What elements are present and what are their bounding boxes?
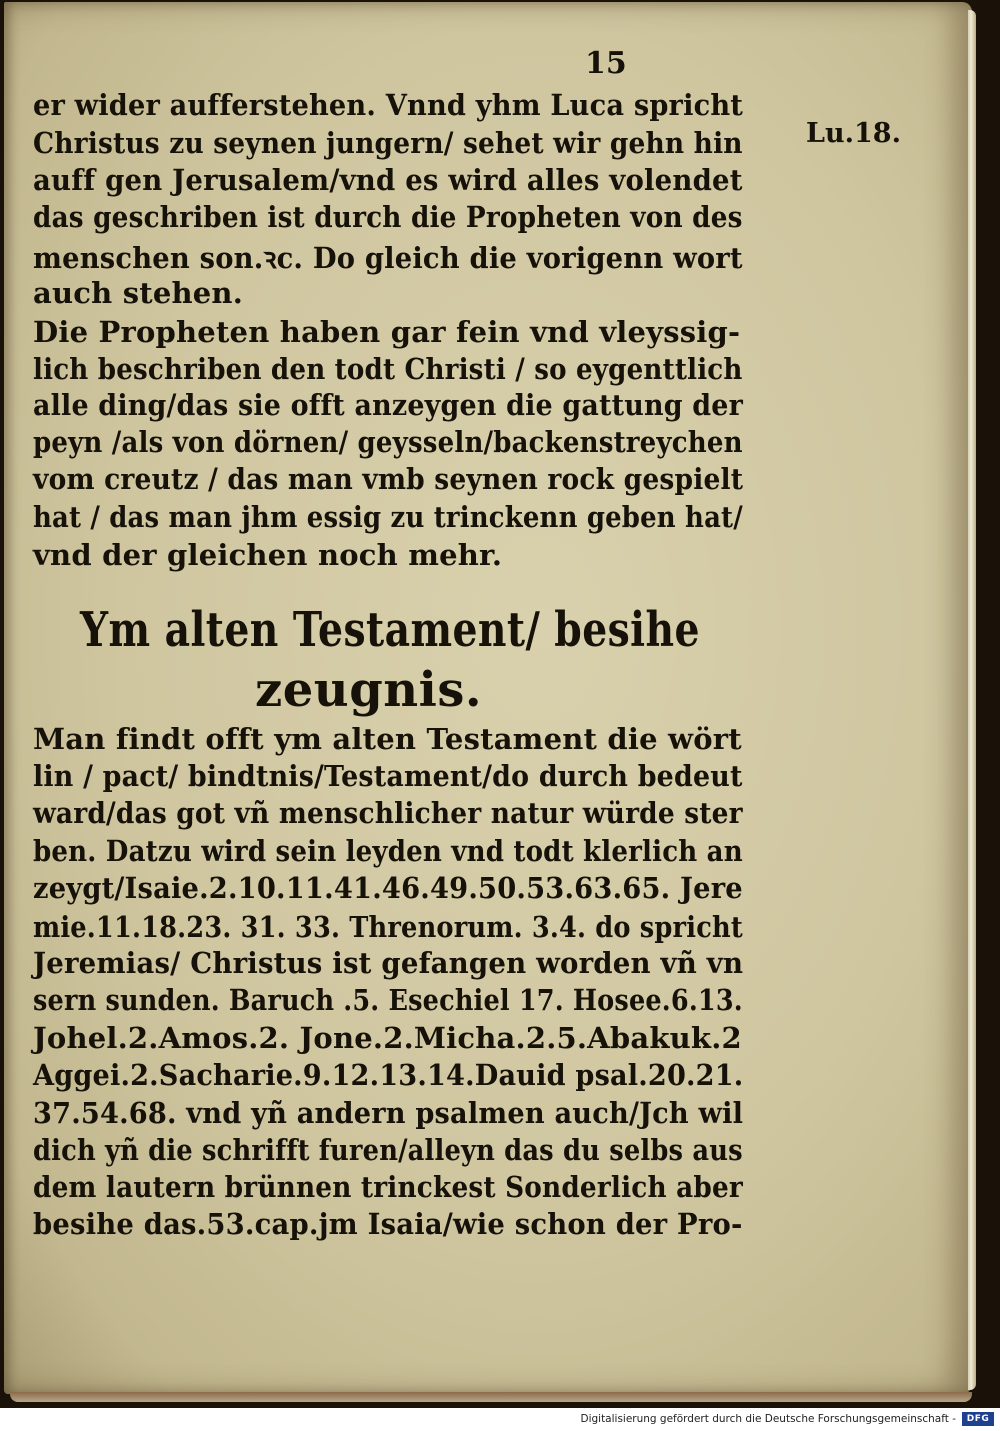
page-bottom-edge [10,1392,972,1402]
marginal-note: Lu.18. [806,118,901,149]
text-line: sern sunden. Baruch .5. Esechiel 17. Hosee.6.13. [33,983,743,1017]
text-line: lin / pact/ bindtnis/Testament/do durch bedeut [33,759,743,793]
text-line: Jeremias/ Christus ist gefangen worden vñ vn [33,946,744,980]
text-line: zeygt/Isaie.2.10.11.41.46.49.50.53.63.65. Jere [33,871,743,905]
section-heading-line: Ym alten Testament/ besihe [80,602,700,658]
text-line: er wider aufferstehen. Vnnd yhm Luca spricht [33,88,744,122]
text-line: besihe das.53.cap.jm Isaia/wie schon der Pro- [33,1207,743,1241]
text-line: ben. Datzu wird sein leyden vnd todt klerlich an [33,834,743,868]
text-line: ward/das got vñ menschlicher natur würde ster [33,796,743,830]
text-line: lich beschriben den todt Christi / so eygenttlich [33,352,743,386]
text-line: menschen son.ꝛc. Do gleich die vorigenn wort [33,241,743,275]
text-line: das geschriben ist durch die Propheten von des [33,200,743,234]
text-line: alle ding/das sie offt anzeygen die gattung der [33,388,743,422]
text-line: hat / das man jhm essig zu trinckenn geben hat/ [33,500,743,534]
text-line: vom creutz / das man vmb seynen rock gespielt [33,462,744,496]
footer-bar [0,1408,1000,1431]
text-line: 37.54.68. vnd yñ andern psalmen auch/Jch wil [33,1096,744,1130]
page-number: 15 [585,46,627,81]
text-line: mie.11.18.23. 31. 33. Threnorum. 3.4. do spricht [33,910,743,944]
text-line: vnd der gleichen noch mehr. [33,538,503,572]
text-line: peyn /als von dörnen/ geysseln/backenstreychen [33,425,743,459]
text-line: Aggei.2.Sacharie.9.12.13.14.Dauid psal.20.21. [33,1058,744,1092]
text-line: dem lautern brünnen trinckest Sonderlich aber [33,1170,743,1204]
text-line: Johel.2.Amos.2. Jone.2.Micha.2.5.Abakuk.2 [33,1021,742,1055]
dfg-logo: DFG [962,1412,994,1426]
text-line: Man findt offt ym alten Testament die wört [33,722,742,756]
text-line: auch stehen. [33,276,244,310]
page-edge [968,10,976,1390]
text-line: Christus zu seynen jungern/ sehet wir gehn hin [33,126,743,160]
text-line: Die Propheten haben gar fein vnd vleyssig- [33,315,741,349]
text-line: dich yñ die schrifft furen/alleyn das du selbs aus [33,1133,743,1167]
text-line: auff gen Jerusalem/vnd es wird alles volendet [33,163,743,197]
funding-credit: Digitalisierung gefördert durch die Deutsche Forschungsgemeinschaft - [580,1413,956,1425]
section-heading-line: zeugnis. [255,662,483,718]
